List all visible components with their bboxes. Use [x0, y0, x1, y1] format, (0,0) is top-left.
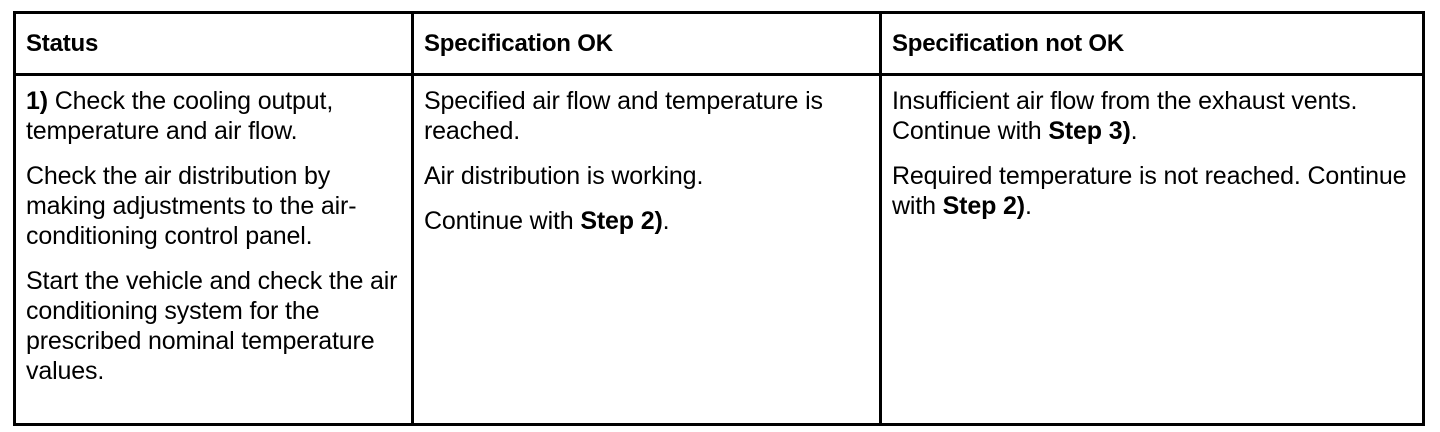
spec-ok-paragraph-3	[424, 206, 869, 236]
continue-text: Continue with	[424, 207, 581, 235]
spec-not-ok-cell	[881, 75, 1424, 425]
period: .	[1130, 117, 1138, 145]
status-paragraph-3: Start the vehicle and check the air conditioning system for the prescribed nominal temperature values.	[26, 267, 398, 385]
period: .	[662, 207, 670, 235]
table-row	[15, 75, 1424, 425]
step-reference: Step 2)	[942, 192, 1025, 220]
step-number: 1)	[26, 87, 48, 115]
header-spec-ok: Specification OK	[413, 13, 881, 75]
status-paragraph-2: Check the air distribution by making adjustments to the air-conditioning control panel.	[26, 162, 357, 250]
spec-not-ok-paragraph-1	[892, 86, 1412, 146]
specification-table	[13, 11, 1425, 426]
spec-ok-paragraph-1: Specified air flow and temperature is reached.	[424, 87, 823, 145]
header-spec-not-ok: Specification not OK	[881, 13, 1424, 75]
table-header-row	[15, 13, 1424, 75]
spec-not-ok-paragraph-2	[892, 161, 1412, 221]
spec-ok-cell	[413, 75, 881, 425]
not-ok-text-2: Required temperature is not reached. Continue with	[892, 162, 1407, 220]
step-reference: Step 3)	[1048, 117, 1131, 145]
step-reference: Step 2)	[580, 207, 663, 235]
status-cell	[15, 75, 413, 425]
status-paragraph-1	[26, 86, 401, 146]
not-ok-text-1: Insufficient air flow from the exhaust vents. Continue with	[892, 87, 1358, 145]
period: .	[1024, 192, 1032, 220]
status-text-1: Check the cooling output, temperature and air flow.	[26, 87, 334, 145]
header-status: Status	[15, 13, 413, 75]
spec-ok-paragraph-2: Air distribution is working.	[424, 162, 704, 190]
